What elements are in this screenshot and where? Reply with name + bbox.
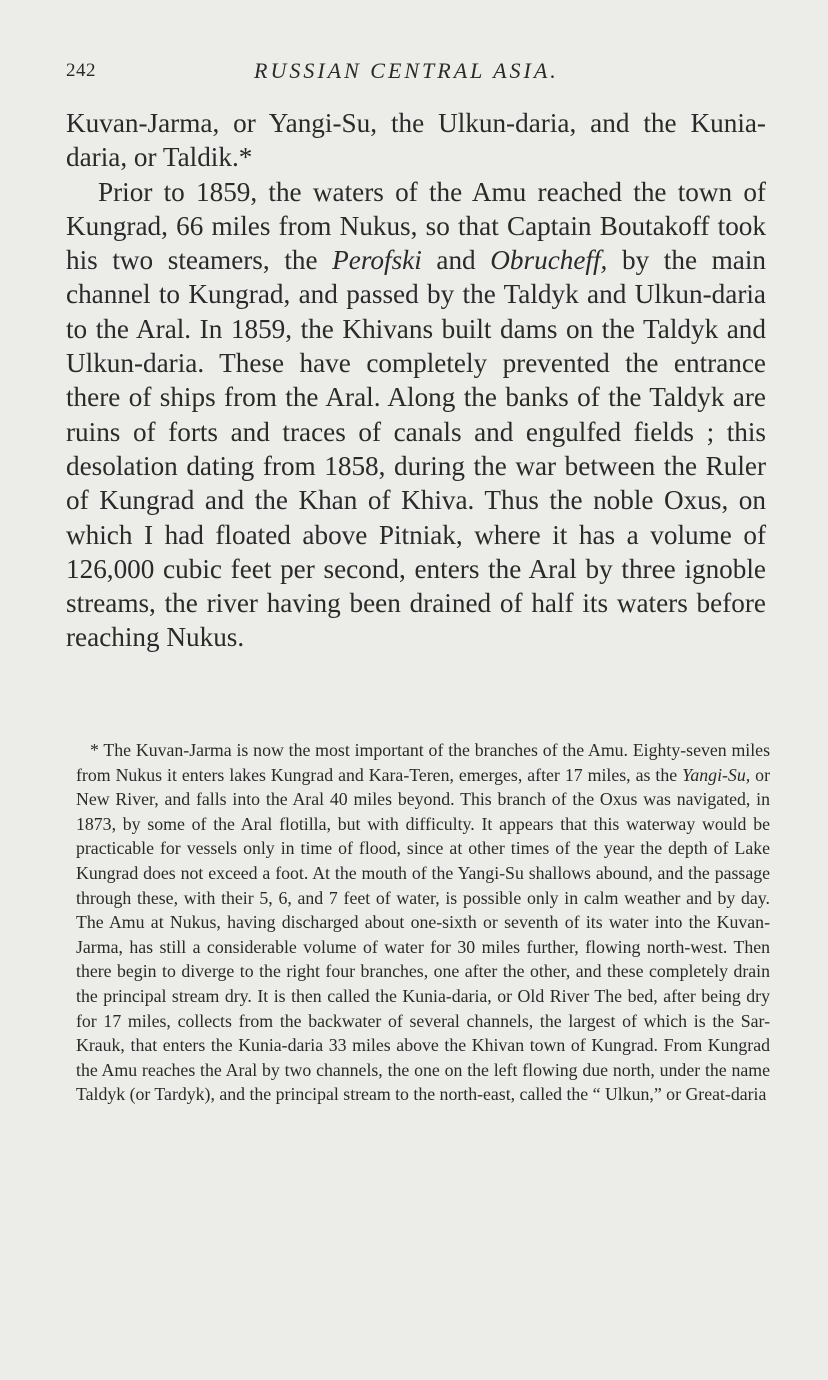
page-number: 242 [66, 60, 96, 81]
running-title: RUSSIAN CENTRAL ASIA. [254, 58, 559, 83]
paragraph-continuation-text: Kuvan-Jarma, or Yangi-Su, the Ulkun-daria, and the Kunia-daria, or Taldik.* [66, 108, 766, 173]
ship-name-obrucheff: Obrucheff, [490, 245, 608, 276]
paragraph-text-b: and [421, 245, 491, 276]
paragraph-text-c: by the main channel to Kungrad, and passed by the Taldyk and Ulkun-daria to the Aral. In 1859, the Khivans built dams on the Taldyk and Ulkun-daria. These have completely prevented the entrance there of ships from the Aral. Along the banks of the Taldyk are ruins of forts and traces of canals and engulfed fields ; this desolation dating from 1858, during the war between the Ruler of Kungrad and the Khan of Khiva. Thus the noble Oxus, on which I had floated above Pitniak, where it has a volume of 126,000 cubic feet per second, enters the Aral by three ignoble streams, the river having been drained of half its waters before reaching Nukus. [66, 245, 767, 653]
running-head [66, 58, 766, 88]
footnote-yangi-su: Yangi-Su, [682, 764, 751, 785]
ship-name-perofski: Perofski [332, 245, 422, 276]
paragraph-amu-waters [66, 175, 766, 655]
footnote-text-a: * The Kuvan-Jarma is now the most important of the branches of the Amu. Eighty-seven miles from Nukus it enters lakes Kungrad and Kara-Teren, emerges, after 17 miles, as the [76, 740, 770, 785]
paragraph-text-a: Prior to 1859, the waters of the Amu reached the town of Kungrad, 66 miles from Nukus, so that Captain Boutakoff took his two steamers, the [66, 176, 766, 276]
main-text [66, 106, 766, 655]
footnote-paragraph [76, 738, 770, 1107]
footnote-text-b: or New River, and falls into the Aral 40 miles beyond. This branch of the Oxus was navigated, in 1873, by some of the Aral flotilla, but with difficulty. It appears that this waterway would be practicable for vessels only in time of flood, since at other times of the year the depth of Lake Kungrad does not exceed a foot. At the mouth of the Yangi-Su shallows abound, and the passage through these, with their 5, 6, and 7 feet of water, is possible only in calm weather and by day. The Amu at Nukus, having discharged about one-sixth or seventh of its water into the Kuvan-Jarma, has still a considerable volume of water for 30 miles further, flowing north-west. Then there begin to diverge to the right four branches, one after the other, and these completely drain the principal stream dry. It is then called the Kunia-daria, or Old River The bed, after being dry for 17 miles, collects from the backwater of several channels, the largest of which is the Sar-Krauk, that enters the Kunia-daria 33 miles above the Khivan town of Kungrad. From Kungrad the Amu reaches the Aral by two channels, the one on the left flowing due north, under the name Taldyk (or Tardyk), and the principal stream to the north-east, called the “ Ulkun,” or Great-daria [76, 764, 770, 1105]
paragraph-continuation [66, 106, 766, 175]
footnote [76, 738, 770, 1107]
